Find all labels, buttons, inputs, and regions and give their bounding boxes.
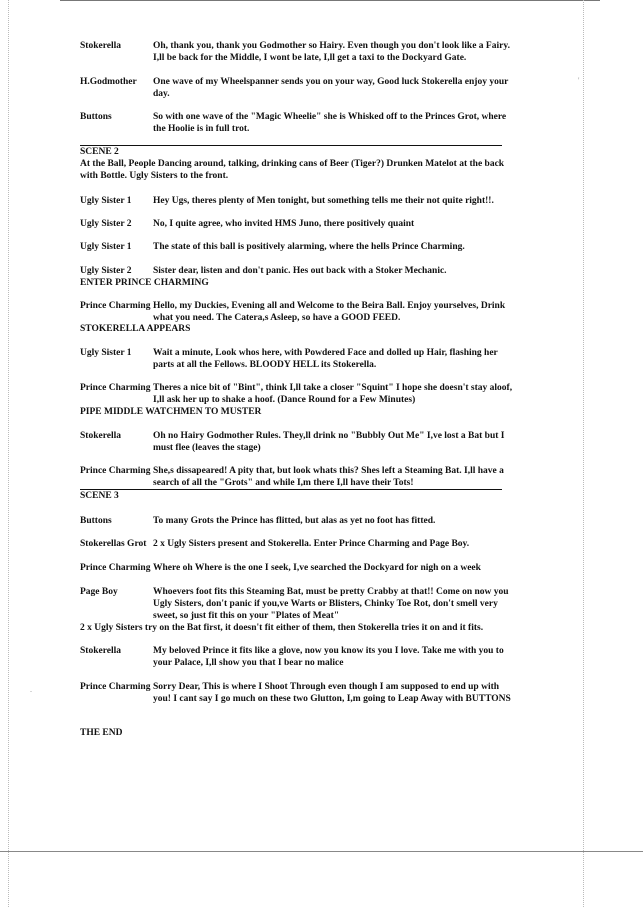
speaker-name: Stokerella	[80, 41, 121, 51]
dialogue-line: Oh no Hairy Godmother Rules. They,ll drink no "Bubbly Out Me" I,ve lost a Bat but I must flee (leaves the stage)	[153, 431, 505, 453]
dialogue-line: Whoevers foot fits this Steaming Bat, must be pretty Crabby at that!! Come on now you Ugly Sisters, don't panic if you,ve Warts or Blisters, Chinky Toe Rot, don't smell very sweet, so just fit this on your "Plates of Meat"	[153, 587, 509, 621]
speaker-name: H.Godmother	[80, 77, 137, 87]
stage-direction: STOKERELLA APPEARS	[80, 324, 191, 334]
speaker-name: Buttons	[80, 516, 112, 526]
dialogue-line: No, I quite agree, who invited HMS Juno, there positively quaint	[153, 219, 415, 229]
dialogue-line: My beloved Prince it fits like a glove, now you know its you I love. Take me with you to your Palace, I,ll show you that I bear no malice	[153, 646, 504, 668]
dialogue-line: Sorry Dear, This is where I Shoot Through even though I am supposed to end up with you! I cant say I go much on these two Glutton, I,m going to Leap Away with BUTTONS	[153, 682, 511, 704]
dialogue-line: She,s dissapeared! A pity that, but look whats this? Shes left a Steaming Bat. I,ll have a search of all the "Grots" and while I,m there I,ll have their Tots!	[153, 466, 504, 488]
speaker-name: Prince Charming	[80, 563, 151, 573]
speaker-name: Ugly Sister 2	[80, 219, 132, 229]
speaker-name: Prince Charming	[80, 383, 151, 393]
stage-direction: PIPE MIDDLE WATCHMEN TO MUSTER	[80, 407, 262, 417]
speaker-name: Page Boy	[80, 587, 118, 597]
speaker-name: Ugly Sister 1	[80, 196, 132, 206]
dialogue-line: So with one wave of the "Magic Wheelie" she is Whisked off to the Princes Grot, where the Hoolie is in full trot.	[153, 112, 507, 134]
the-end: THE END	[80, 728, 123, 738]
scene-3-heading: SCENE 3	[80, 491, 119, 501]
speaker-name: Ugly Sister 1	[80, 348, 132, 358]
speaker-name: Prince Charming	[80, 301, 151, 311]
speaker-name: Stokerellas Grot	[80, 539, 147, 549]
scan-speck: .	[30, 685, 32, 694]
scan-bottom-edge	[0, 851, 643, 852]
stage-direction: ENTER PRINCE CHARMING	[80, 278, 209, 288]
scan-right-edge	[583, 0, 584, 907]
speaker-name: Prince Charming	[80, 682, 151, 692]
speaker-name: Stokerella	[80, 646, 121, 656]
scan-top-edge	[60, 0, 600, 1]
speaker-name: Prince Charming	[80, 466, 151, 476]
stage-direction: At the Ball, People Dancing around, talking, drinking cans of Beer (Tiger?) Drunken Matelot at the back with Bottle. Ugly Sisters to the front.	[80, 159, 505, 181]
speaker-name: Buttons	[80, 112, 112, 122]
dialogue-line: Oh, thank you, thank you Godmother so Hairy. Even though you don't look like a Fairy. I,ll be back for the Middle, I wont be late, I,ll get a taxi to the Dockyard Gate.	[153, 41, 510, 63]
speaker-name: Ugly Sister 1	[80, 242, 132, 252]
dialogue-line: Wait a minute, Look whos here, with Powdered Face and dolled up Hair, flashing her parts at all the Fellows. BLOODY HELL its Stokerella.	[153, 348, 498, 370]
dialogue-line: Hello, my Duckies, Evening all and Welcome to the Beira Ball. Enjoy yourselves, Drink what you need. The Catera,s Asleep, so have a GOOD FEED.	[153, 301, 506, 323]
dialogue-line: Where oh Where is the one I seek, I,ve searched the Dockyard for nigh on a week	[153, 563, 481, 573]
dialogue-line: The state of this ball is positively alarming, where the hells Prince Charming.	[153, 242, 465, 252]
dialogue-line: 2 x Ugly Sisters present and Stokerella. Enter Prince Charming and Page Boy.	[153, 539, 470, 549]
dialogue-line: To many Grots the Prince has flitted, but alas as yet no foot has fitted.	[153, 516, 436, 526]
scan-left-edge	[8, 0, 9, 907]
dialogue-line: One wave of my Wheelspanner sends you on your way, Good luck Stokerella enjoy your day.	[153, 77, 509, 99]
scene-2-heading: SCENE 2	[80, 147, 119, 157]
dialogue-line: Hey Ugs, theres plenty of Men tonight, but something tells me their not quite right!!.	[153, 196, 494, 206]
dialogue-line: Sister dear, listen and don't panic. Hes out back with a Stoker Mechanic.	[153, 266, 447, 276]
speaker-name: Stokerella	[80, 431, 121, 441]
speaker-name: Ugly Sister 2	[80, 266, 132, 276]
dialogue-line: Theres a nice bit of "Bint", think I,ll take a closer "Squint" I hope she doesn't stay aloof, I,ll ask her up to shake a hoof. (Dance Round for a Few Minutes)	[153, 383, 513, 405]
stage-direction: 2 x Ugly Sisters try on the Bat first, it doesn't fit either of them, then Stokerella tries it on and it fits.	[80, 623, 484, 633]
scan-speck: '	[578, 76, 580, 85]
